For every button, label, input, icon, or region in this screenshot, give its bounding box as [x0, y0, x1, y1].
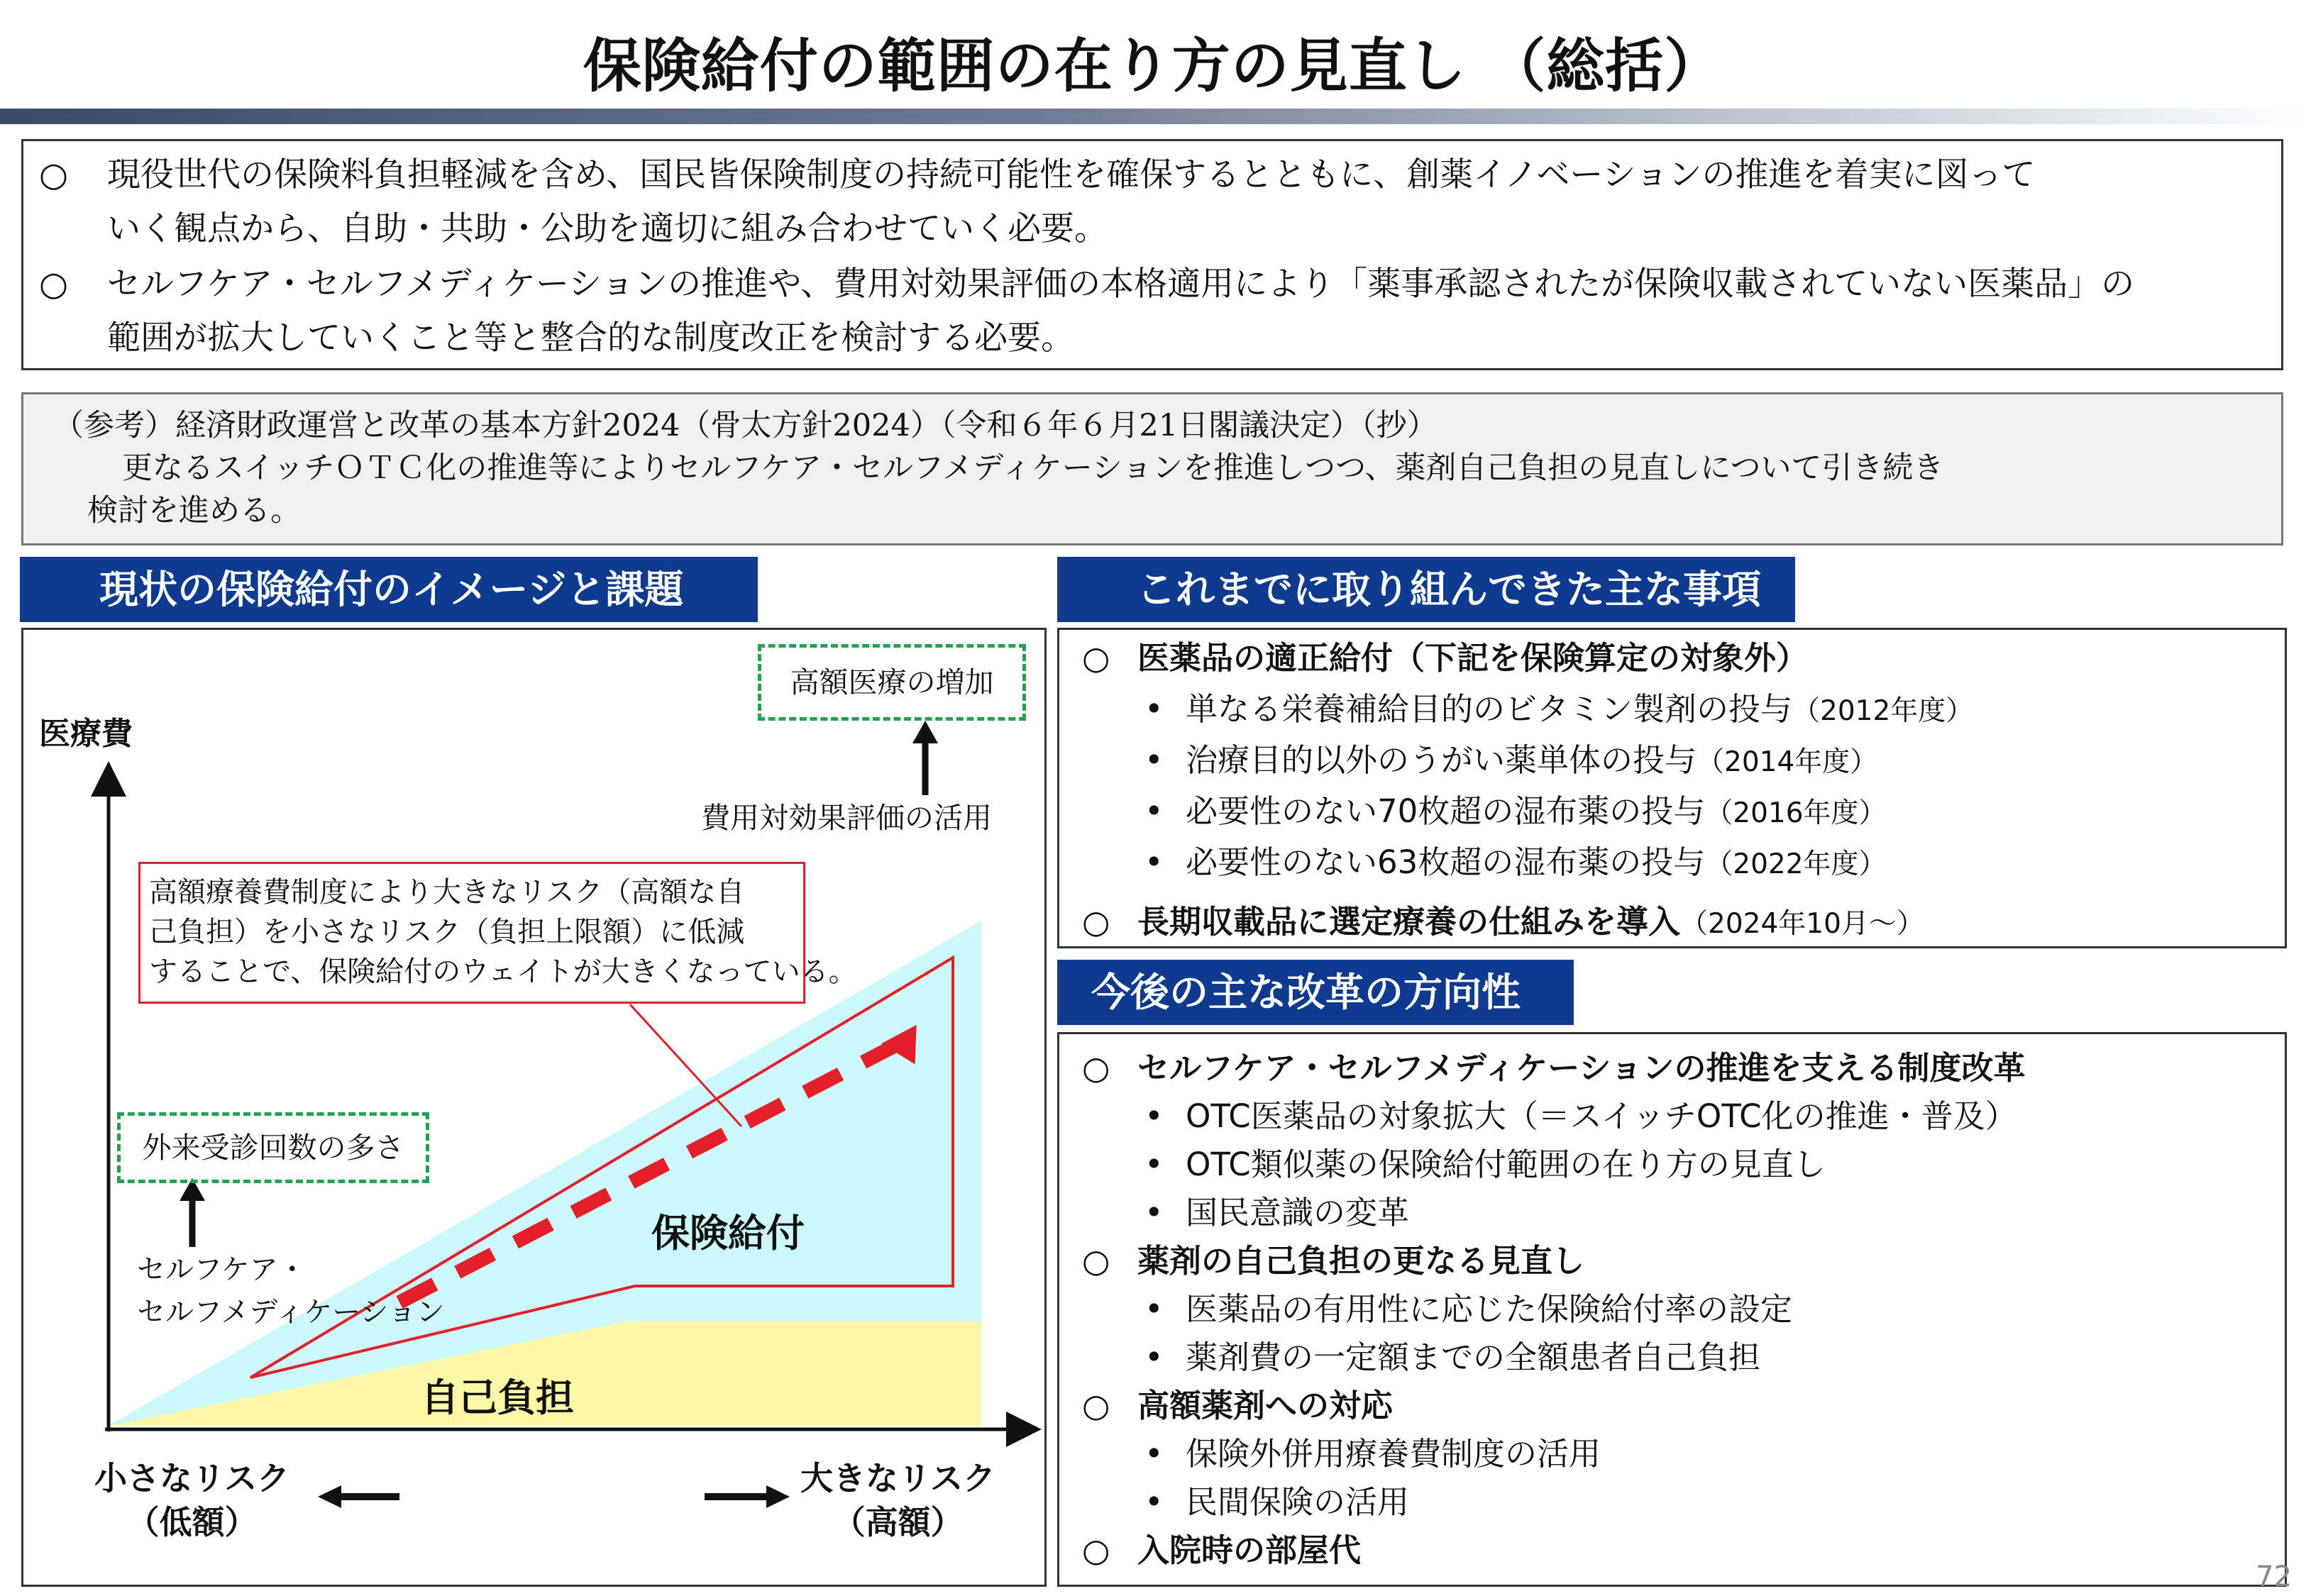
item-text: 薬剤費の一定額までの全額患者自己負担: [1186, 1339, 1761, 1376]
circle-bullet-icon: ○: [39, 265, 69, 304]
up-arrow-icon: [912, 721, 938, 743]
title-divider: [0, 109, 2306, 124]
note-line: 高額療養費制度により大きなリスク（高額な自: [149, 876, 745, 909]
benefit-diagram-svg: [23, 630, 1044, 1585]
item-text: 高額薬剤への対応: [1137, 1387, 1394, 1424]
dot-bullet-icon: •: [1144, 1194, 1164, 1231]
reference-text: 検討を進める。: [87, 493, 301, 528]
summary-item: [23, 148, 2266, 256]
high-cost-care-box: 高額医療の増加: [758, 644, 1026, 721]
circle-bullet-icon: ○: [1082, 1049, 1110, 1087]
section-header-current: 現状の保険給付のイメージと課題: [20, 557, 758, 622]
insurance-benefit-label: 保険給付: [651, 1211, 805, 1256]
item-text: 入院時の部屋代: [1137, 1531, 1362, 1569]
item-text: 保険外併用療養費制度の活用: [1186, 1435, 1601, 1473]
outpatient-visits-box: 外来受診回数の多さ: [117, 1112, 429, 1183]
small-risk-line: （低額）: [126, 1503, 258, 1541]
circle-bullet-icon: ○: [1082, 903, 1110, 941]
item-text: 民間保険の活用: [1186, 1483, 1410, 1521]
circle-bullet-icon: ○: [1082, 639, 1110, 677]
item-year: （2016年度）: [1705, 797, 1887, 829]
caption-line: セルフケア・: [137, 1253, 307, 1286]
item-text: 必要性のない70枚超の湿布薬の投与: [1186, 792, 1706, 830]
reference-box: [21, 392, 2283, 545]
item-date: （2024年10月～）: [1680, 908, 1924, 940]
item-text: 国民意識の変革: [1186, 1194, 1410, 1231]
circle-bullet-icon: ○: [1082, 1531, 1110, 1569]
item-text: 必要性のない63枚超の湿布薬の投与: [1186, 843, 1706, 881]
item-text: 単なる栄養補給目的のビタミン製剤の投与: [1186, 690, 1793, 728]
dot-bullet-icon: •: [1144, 1435, 1164, 1473]
dot-bullet-icon: •: [1144, 1339, 1164, 1376]
cost-effectiveness-caption: 費用対効果評価の活用: [701, 801, 992, 835]
item-text: 薬剤の自己負担の更なる見直し: [1137, 1242, 1585, 1280]
note-line: 己負担）を小さなリスク（負担上限額）に低減: [149, 916, 745, 948]
reference-text: 更なるスイッチＯＴＣ化の推進等によりセルフケア・セルフメディケーションを推進しつつ、薬剤自己負担の見直しについて引き続き: [92, 450, 1944, 486]
large-risk-line: （高額）: [832, 1503, 964, 1541]
future-reforms-panel: [1057, 1032, 2287, 1587]
item-year: （2022年度）: [1705, 848, 1887, 880]
dot-bullet-icon: •: [1144, 1146, 1164, 1183]
item-year: （2012年度）: [1792, 695, 1974, 727]
summary-item: [23, 257, 2266, 365]
item-year: （2014年度）: [1697, 746, 1878, 778]
small-risk-line: 小さなリスク: [94, 1459, 290, 1497]
circle-bullet-icon: ○: [1082, 1387, 1110, 1424]
circle-bullet-icon: ○: [1082, 1242, 1110, 1280]
item-text: 医薬品の適正給付（下記を保険算定の対象外）: [1137, 639, 1809, 677]
y-axis-label: 医療費: [39, 716, 133, 752]
self-medication-caption: [137, 1248, 445, 1334]
dot-bullet-icon: •: [1144, 690, 1164, 728]
self-pay-label: 自己負担: [421, 1375, 574, 1420]
dot-bullet-icon: •: [1144, 1483, 1164, 1521]
past-measures-panel: [1057, 628, 2287, 948]
large-risk-line: 大きなリスク: [800, 1459, 996, 1497]
large-risk-label: [800, 1456, 995, 1544]
page-number: 72: [2256, 1561, 2292, 1593]
summary-line: セルフケア・セルフメディケーションの推進や、費用対効果評価の本格適用により「薬事承認されたが保険収載されていない医薬品」の: [107, 265, 2135, 304]
item-text: 医薬品の有用性に応じた保険給付率の設定: [1186, 1290, 1793, 1328]
section-header-past-measures: これまでに取り組んできた主な事項: [1057, 557, 1795, 622]
item-text: OTC医薬品の対象拡大（＝スイッチOTC化の推進・普及）: [1186, 1097, 2017, 1135]
section-header-future-reforms: 今後の主な改革の方向性: [1057, 960, 1574, 1025]
summary-box: [21, 139, 2283, 370]
item-text: 長期収載品に選定療養の仕組みを導入: [1137, 903, 1681, 941]
caption-line: セルフメディケーション: [137, 1296, 445, 1329]
high-cost-benefit-note: [138, 862, 857, 1004]
item-text: セルフケア・セルフメディケーションの推進を支える制度改革: [1137, 1049, 2026, 1087]
summary-line: いく観点から、自助・共助・公助を適切に組み合わせていく必要。: [107, 209, 1108, 248]
right-arrow-icon: [766, 1485, 790, 1508]
left-arrow-icon: [318, 1485, 341, 1508]
summary-line: 範囲が拡大していくこと等と整合的な制度改正を検討する必要。: [107, 318, 1074, 358]
dot-bullet-icon: •: [1144, 1290, 1164, 1328]
small-risk-label: [94, 1456, 289, 1544]
note-line: することで、保険給付のウェイトが大きくなっている。: [149, 955, 857, 988]
dot-bullet-icon: •: [1144, 1097, 1164, 1135]
circle-bullet-icon: ○: [39, 155, 69, 194]
item-text: 治療目的以外のうがい薬単体の投与: [1186, 741, 1697, 779]
dot-bullet-icon: •: [1144, 843, 1164, 881]
item-text: OTC類似薬の保険給付範囲の在り方の見直し: [1186, 1146, 1826, 1183]
current-benefit-diagram: [21, 628, 1047, 1587]
dot-bullet-icon: •: [1144, 792, 1164, 830]
dot-bullet-icon: •: [1144, 741, 1164, 779]
summary-line: 現役世代の保険料負担軽減を含め、国民皆保険制度の持続可能性を確保するとともに、創薬イノベーションの推進を着実に図って: [107, 155, 2036, 194]
reference-heading: （参考）経済財政運営と改革の基本方針2024（骨太方針2024）（令和６年６月21日閣議決定）（抄）: [53, 408, 1438, 443]
page-title: 保険給付の範囲の在り方の見直し （総括）: [583, 33, 1723, 100]
